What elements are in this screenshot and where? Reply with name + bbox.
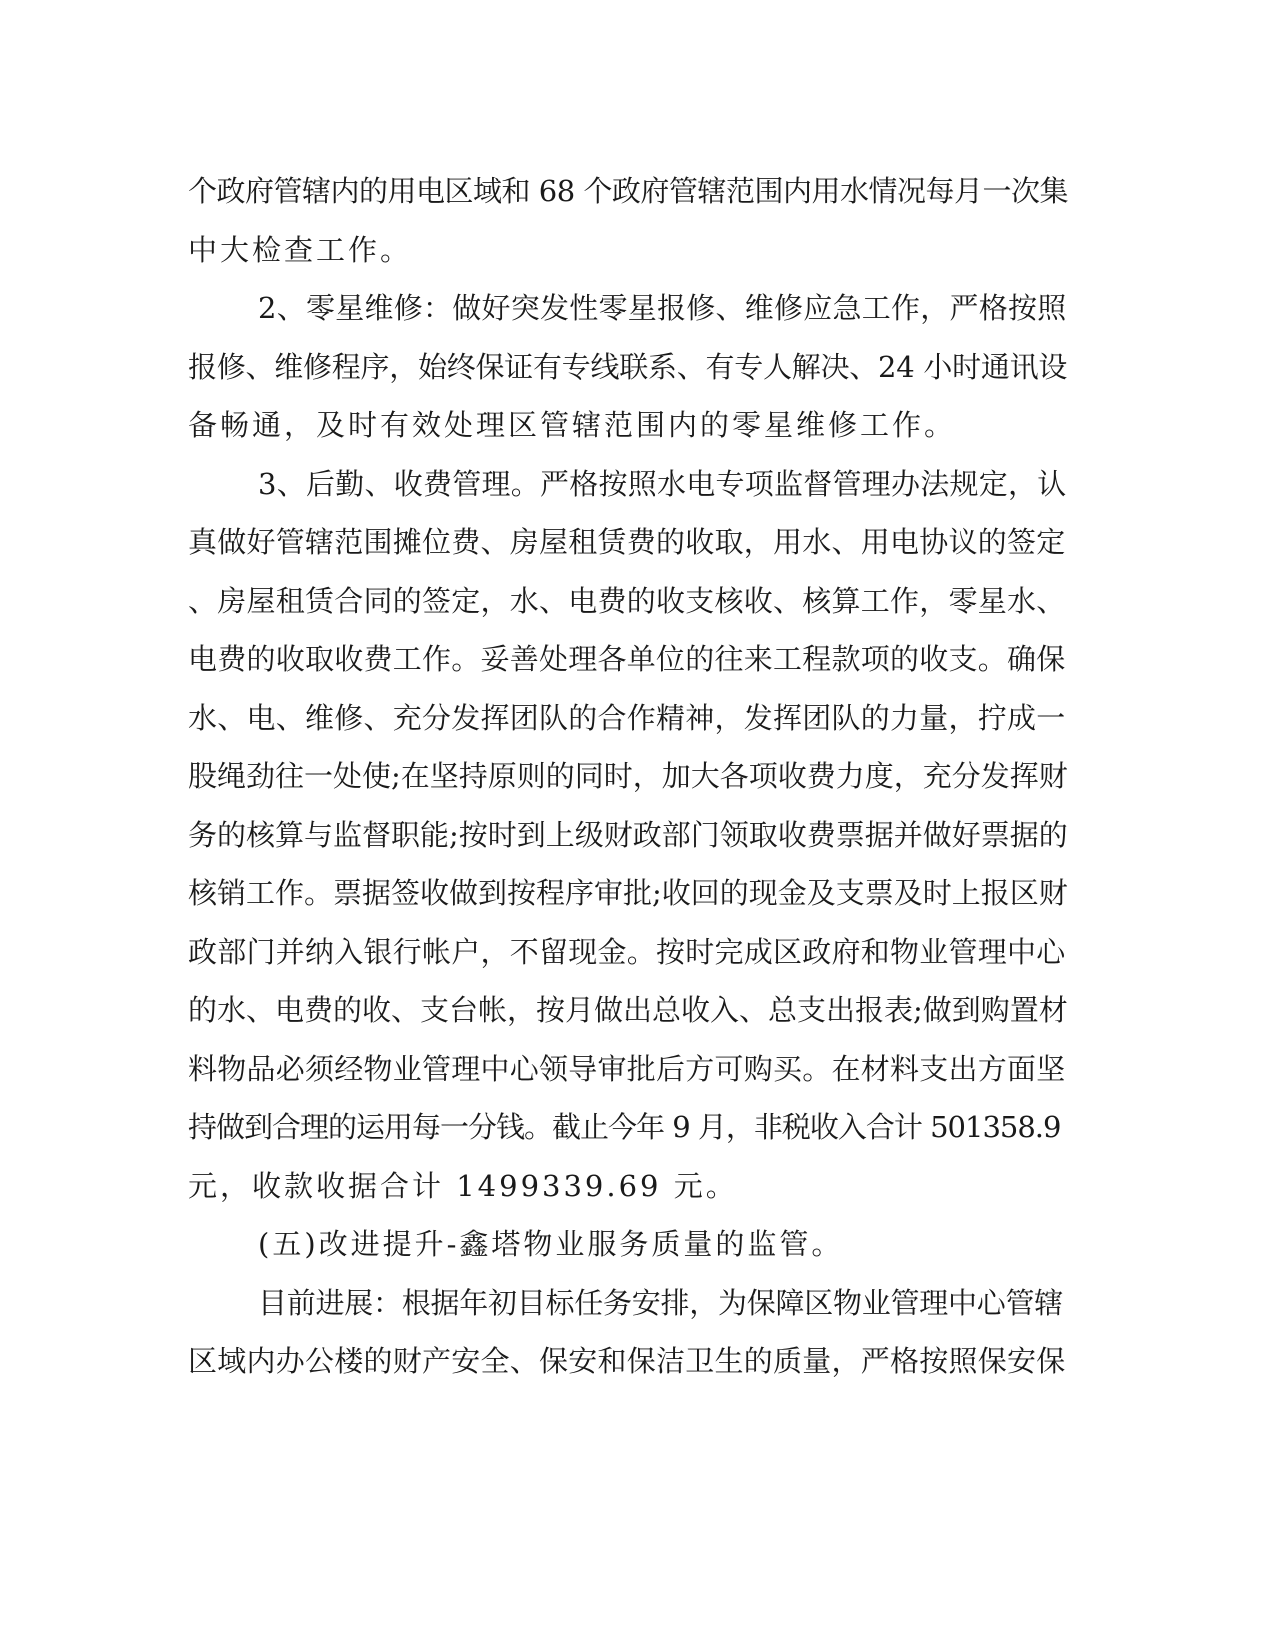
text-line: 政部门并纳入银行帐户，不留现金。按时完成区政府和物业管理中心 [188,934,1066,969]
text-line: 3、后勤、收费管理。严格按照水电专项监督管理办法规定，认 [258,466,1067,501]
text-line: 核销工作。票据签收做到按程序审批;收回的现金及支票及时上报区财 [188,876,1068,910]
text-line: 、房屋租赁合同的签定，水、电费的收支核收、核算工作，零星水、 [188,583,1066,618]
text-line: 水、电、维修、充分发挥团队的合作精神，发挥团队的力量，拧成一 [188,700,1066,735]
text-line: 务的核算与监督职能;按时到上级财政部门领取收费票据并做好票据的 [188,817,1068,852]
section-heading: (五)改进提升-鑫塔物业服务质量的监管。 [258,1227,844,1261]
document-body [188,162,1068,1391]
text-line: 报修、维修程序，始终保证有专线联系、有专人解决、24 小时通讯设 [188,349,1068,384]
text-line: 的水、电费的收、支台帐，按月做出总收入、总支出报表;做到购置材 [188,993,1068,1027]
text-line: 电费的收取收费工作。妥善处理各单位的往来工程款项的收支。确保 [188,642,1066,676]
text-line: 2、零星维修：做好突发性零星报修、维修应急工作，严格按照 [258,291,1067,325]
text-line: 中大检查工作。 [188,232,413,267]
text-line: 持做到合理的运用每一分钱。截止今年 9 月，非税收入合计 501358.9 [188,1110,1061,1144]
text-line: 真做好管辖范围摊位费、房屋租赁费的收取，用水、用电协议的签定 [188,525,1066,559]
text-line: 元，收款收据合计 1499339.69 元。 [188,1168,738,1203]
text-line: 料物品必须经物业管理中心领导审批后方可购买。在材料支出方面坚 [188,1051,1066,1086]
text-line: 备畅通，及时有效处理区管辖范围内的零星维修工作。 [188,408,957,442]
text-line: 区域内办公楼的财产安全、保安和保洁卫生的质量，严格按照保安保 [188,1344,1066,1378]
text-line: 目前进展：根据年初目标任务安排，为保障区物业管理中心管辖 [258,1285,1064,1320]
text-line: 股绳劲往一处使;在坚持原则的同时，加大各项收费力度，充分发挥财 [188,759,1068,793]
text-line: 个政府管辖内的用电区域和 68 个政府管辖范围内用水情况每月一次集 [188,174,1068,208]
